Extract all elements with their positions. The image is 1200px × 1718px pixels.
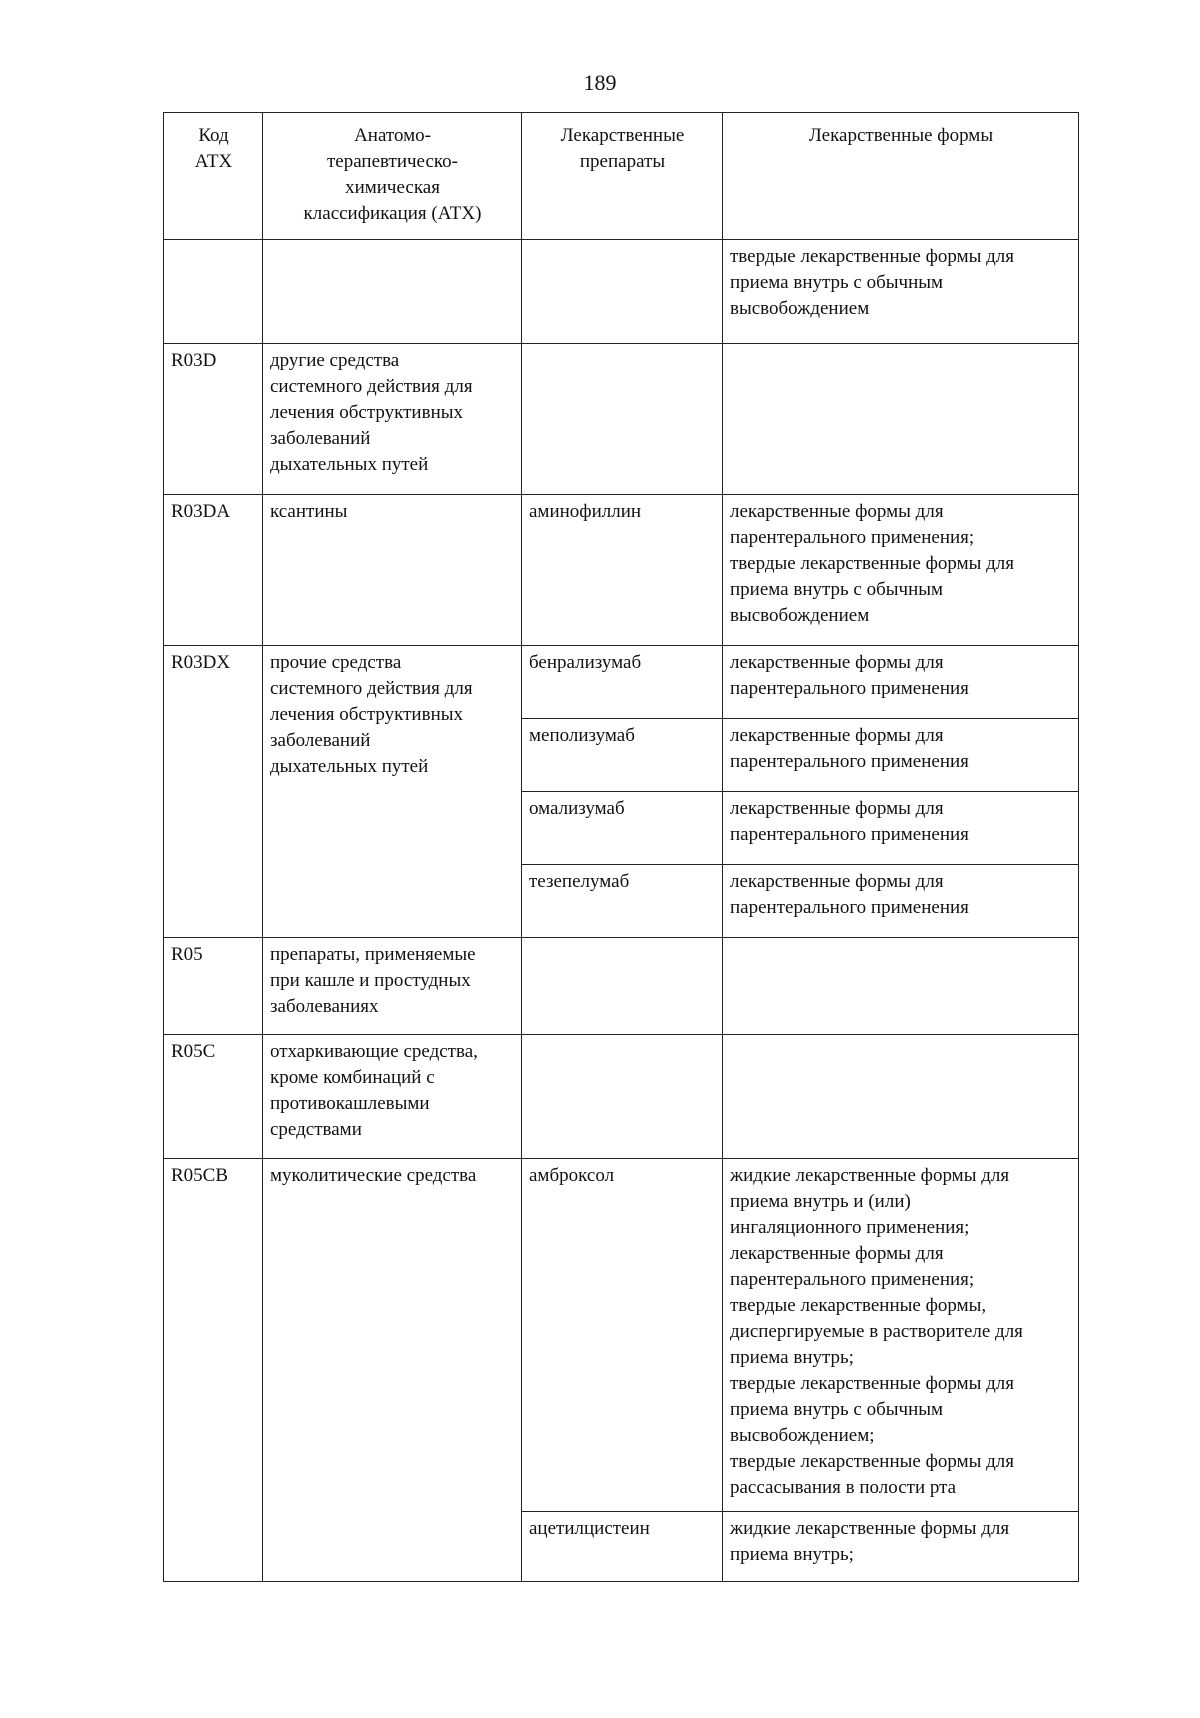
- cell-drug: тезепелумаб: [522, 865, 723, 938]
- table-row: [164, 646, 1079, 719]
- table-row: [164, 240, 1079, 344]
- header-forms: Лекарственные формы: [723, 113, 1079, 240]
- cell-forms: [723, 344, 1079, 495]
- cell-drug: меполизумаб: [522, 719, 723, 792]
- cell-forms: лекарственные формы для парентерального применения; твердые лекарственные формы для приема внутрь с обычным высвобождением: [723, 495, 1079, 646]
- cell-drug: [522, 240, 723, 344]
- cell-forms: жидкие лекарственные формы для приема внутрь и (или) ингаляционного применения; лекарственные формы для парентерального применения; твердые лекарственные формы, диспергируемые в растворителе для приема внутрь; твердые лекарственные формы для приема внутрь с обычным высвобождением; твердые лекарственные формы для рассасывания в полости рта: [723, 1159, 1079, 1512]
- cell-code: R05C: [164, 1035, 263, 1159]
- atx-table: [163, 112, 1079, 1582]
- page-number: 189: [583, 70, 617, 95]
- cell-code: R05CB: [164, 1159, 263, 1582]
- cell-name: другие средства системного действия для лечения обструктивных заболеваний дыхательных путей: [263, 344, 522, 495]
- cell-drug: аминофиллин: [522, 495, 723, 646]
- cell-code: R03D: [164, 344, 263, 495]
- cell-drug: амброксол: [522, 1159, 723, 1512]
- cell-drug: омализумаб: [522, 792, 723, 865]
- cell-name: муколитические средства: [263, 1159, 522, 1582]
- cell-forms: лекарственные формы для парентерального применения: [723, 792, 1079, 865]
- cell-code: R03DA: [164, 495, 263, 646]
- cell-drug: [522, 1035, 723, 1159]
- header-classification: Анатомо- терапевтическо- химическая классификация (АТХ): [263, 113, 522, 240]
- cell-drug: бенрализумаб: [522, 646, 723, 719]
- cell-name: ксантины: [263, 495, 522, 646]
- cell-forms: лекарственные формы для парентерального применения: [723, 719, 1079, 792]
- header-code: Код АТХ: [164, 113, 263, 240]
- cell-forms: жидкие лекарственные формы для приема внутрь;: [723, 1512, 1079, 1582]
- table-row: [164, 1035, 1079, 1159]
- cell-name: отхаркивающие средства, кроме комбинаций с противокашлевыми средствами: [263, 1035, 522, 1159]
- header-drugs: Лекарственные препараты: [522, 113, 723, 240]
- cell-drug: [522, 938, 723, 1035]
- cell-code: R05: [164, 938, 263, 1035]
- table-row: [164, 1159, 1079, 1512]
- cell-forms: [723, 1035, 1079, 1159]
- cell-drug: ацетилцистеин: [522, 1512, 723, 1582]
- cell-code: R03DX: [164, 646, 263, 938]
- table-row: [164, 344, 1079, 495]
- cell-name: [263, 240, 522, 344]
- cell-forms: лекарственные формы для парентерального применения: [723, 646, 1079, 719]
- table-row: [164, 938, 1079, 1035]
- cell-drug: [522, 344, 723, 495]
- cell-name: препараты, применяемые при кашле и простудных заболеваниях: [263, 938, 522, 1035]
- cell-forms: лекарственные формы для парентерального применения: [723, 865, 1079, 938]
- header-row: [164, 113, 1079, 240]
- table-row: [164, 495, 1079, 646]
- cell-forms: [723, 938, 1079, 1035]
- cell-name: прочие средства системного действия для лечения обструктивных заболеваний дыхательных путей: [263, 646, 522, 938]
- cell-code: [164, 240, 263, 344]
- cell-forms: твердые лекарственные формы для приема внутрь с обычным высвобождением: [723, 240, 1079, 344]
